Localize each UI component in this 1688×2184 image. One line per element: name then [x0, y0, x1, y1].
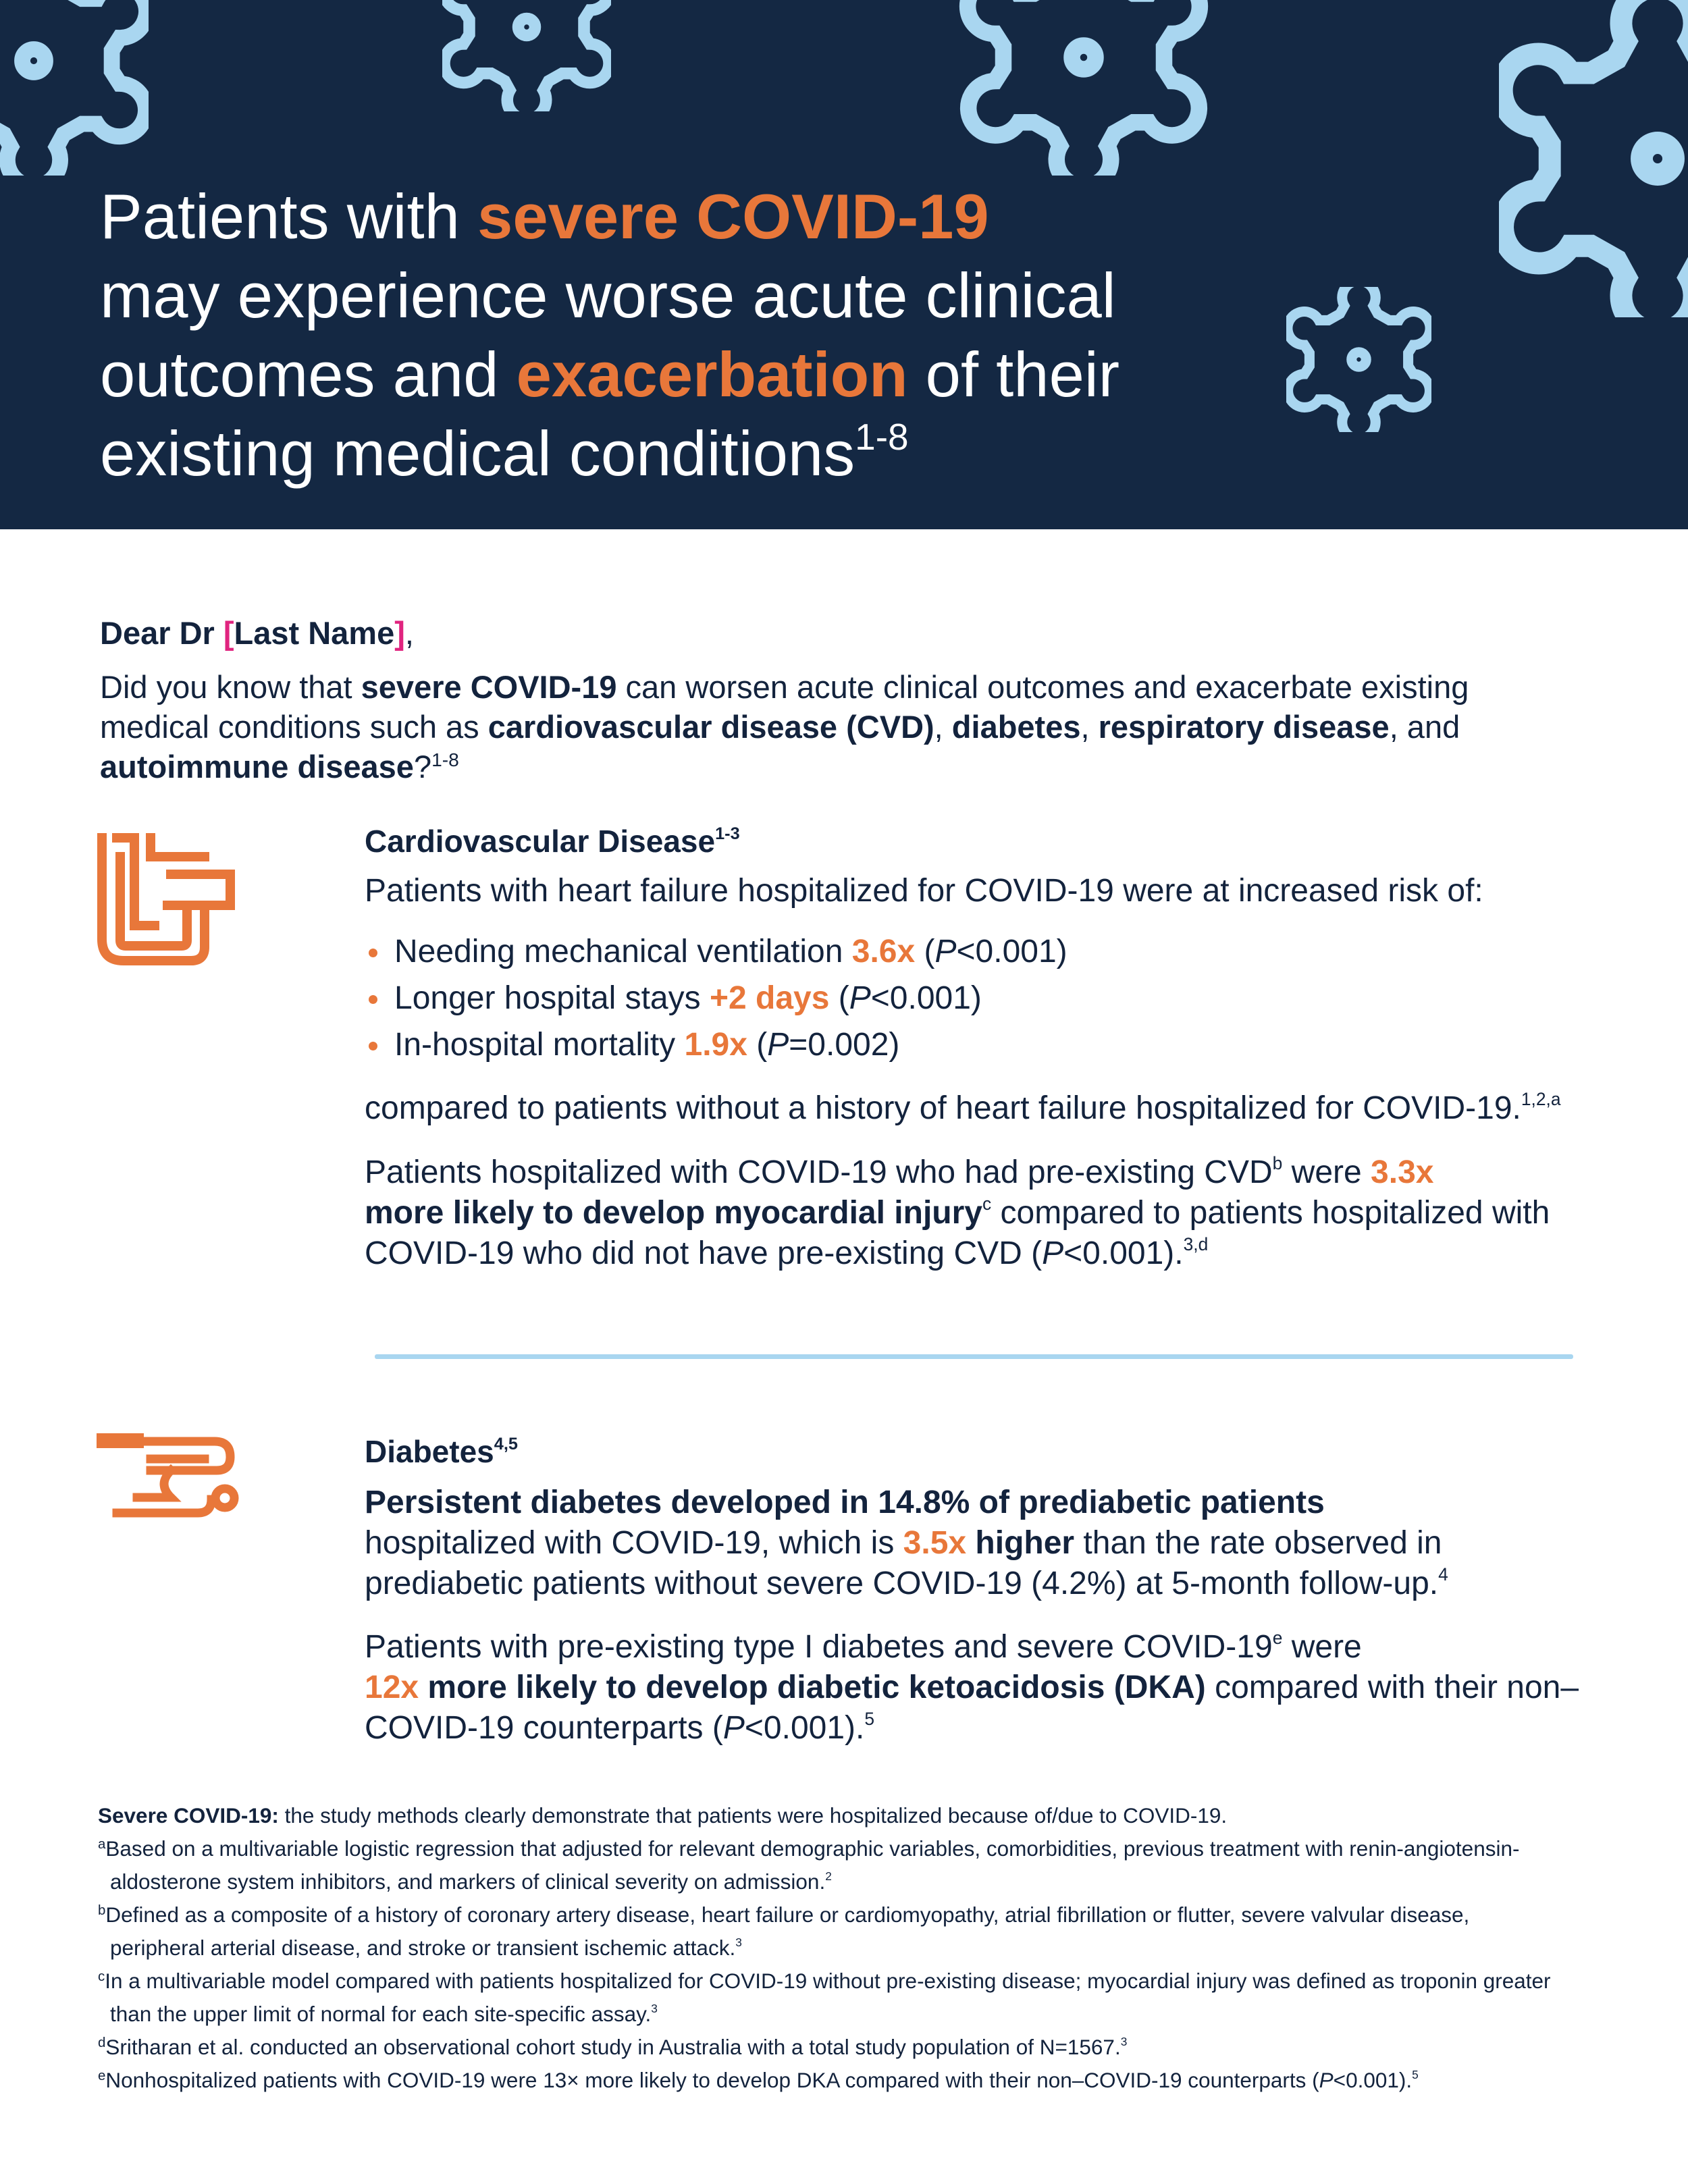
diabetes-dka-paragraph: Patients with pre-existing type I diabetes and severe COVID-19e were 12x more likely to develop diabetic ketoacidosis (DKA) compared with their non–COVID-19 counterparts (P<0.001).$^5$	[365, 1628, 1579, 1746]
footnote-a: $^a$Based on a multivariable logistic regression that adjusted for relevant demographic variables, comorbidities, previous treatment with renin-angiotensin-	[98, 1836, 1520, 1861]
footnote-d: $^d$Sritharan et al. conducted an observational cohort study in Australia with a total study population of N=1567.$^3$	[98, 2034, 1128, 2059]
footnote-b: $^b$Defined as a composite of a history of coronary artery disease, heart failure or cardiomyopathy, atrial fibrillation or flutter, severe valvular disease,	[98, 1902, 1470, 1927]
cvd-section	[365, 822, 1607, 1274]
footnote-b-cont: peripheral arterial disease, and stroke or transient ischemic attack.$^3$	[110, 1936, 742, 1960]
cvd-lead: Patients with heart failure hospitalized for COVID-19 were at increased risk of:	[365, 873, 1483, 909]
name-placeholder: Last Name	[234, 615, 395, 651]
virus-icon	[918, 0, 1249, 176]
heart-icon	[97, 832, 236, 965]
title-reference: 1-8	[855, 416, 909, 458]
section-divider	[375, 1354, 1573, 1359]
list-item: In-hospital mortality 1.9x (P=0.002)	[365, 1021, 1607, 1068]
footnote-c: $^c$In a multivariable model compared with patients hospitalized for COVID-19 without pre-existing disease; myocardial injury was defined as troponin greater	[98, 1968, 1551, 1993]
section-title: Cardiovascular Disease$^{1-3}$	[365, 824, 740, 859]
intro-paragraph: Did you know that severe COVID-19 can worsen acute clinical outcomes and exacerbate existing medical conditions such as cardiovascular disease (CVD), diabetes, respiratory disease, and autoimmune disease?$^{1-8}$	[100, 669, 1469, 784]
diabetes-persistent-paragraph: Persistent diabetes developed in 14.8% of prediabetic patients hospitalized with COVID-19, which is 3.5x higher than the rate observed in prediabetic patients without severe COVID-19 (4.2%) at 5-month follow-up.$^4$	[365, 1485, 1448, 1601]
footnote-severe: Severe COVID-19: the study methods clearly demonstrate that patients were hospitalized because of/due to COVID-19.	[98, 1803, 1228, 1828]
footnote-c-cont: than the upper limit of normal for each site-specific assay.$^3$	[110, 2002, 658, 2026]
list-item: Needing mechanical ventilation 3.6x (P<0.001)	[365, 928, 1607, 975]
diabetes-icon	[97, 1433, 246, 1521]
cvd-comparison: compared to patients without a history of heart failure hospitalized for COVID-19.$^{1,2,a}$	[365, 1089, 1561, 1126]
page-title: Patients with severe COVID-19 may experience worse acute clinical outcomes and exacerbation of their existing medical conditions$^{1-8}$	[100, 181, 1120, 489]
salutation: Dear Dr [Last Name],	[100, 615, 414, 651]
virus-icon	[1499, 0, 1688, 317]
footnotes	[98, 1799, 1617, 2097]
diabetes-section	[365, 1433, 1607, 1749]
section-title: Diabetes$^{4,5}$	[365, 1434, 518, 1469]
list-item: Longer hospital stays +2 days (P<0.001)	[365, 975, 1607, 1021]
footnote-a-cont: aldosterone system inhibitors, and markers of clinical severity on admission.$^2$	[110, 1869, 832, 1894]
cvd-myocardial-paragraph: Patients hospitalized with COVID-19 who had pre-existing CVD$^b$ were 3.3x more likely to develop myocardial injury$^c$ compared to patients hospitalized with COVID-19 who did not have pre-existing CVD (P<0.001).$^{3,d}$	[365, 1153, 1550, 1271]
virus-icon	[442, 0, 611, 111]
cvd-risk-list	[365, 928, 1607, 1068]
footnote-e: $^e$Nonhospitalized patients with COVID-19 were 13× more likely to develop DKA compared with their non–COVID-19 counterparts (P<0.001).$^5$	[98, 2067, 1419, 2092]
virus-icon	[0, 0, 149, 176]
virus-icon	[1286, 287, 1431, 432]
header-banner	[0, 0, 1688, 529]
